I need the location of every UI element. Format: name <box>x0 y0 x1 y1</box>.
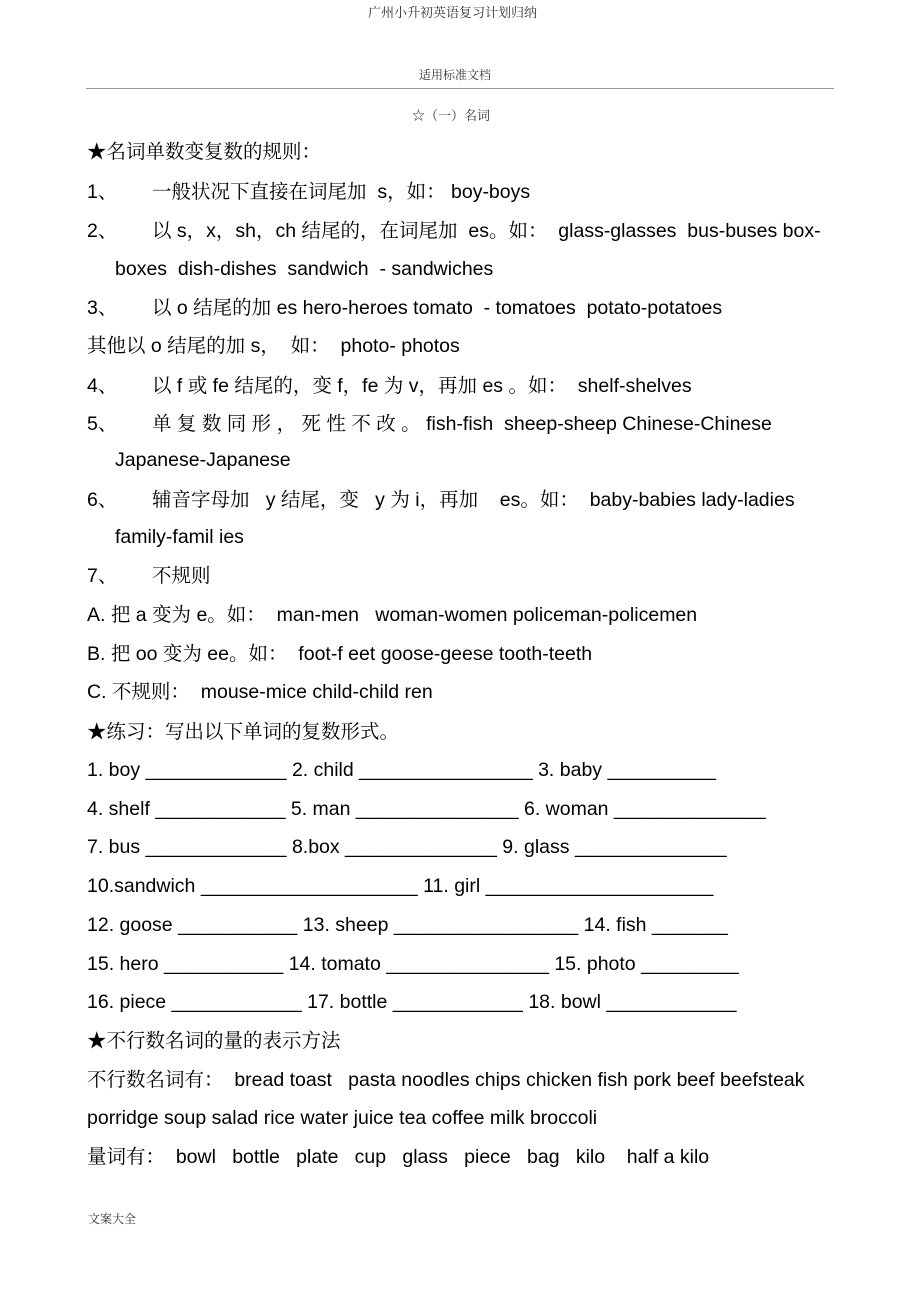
rule-number: 2、 <box>87 220 118 242</box>
measure-words: 量词有： bowl bottle plate cup glass piece bag kilo half a kilo <box>87 1146 710 1168</box>
rule-3-note: 其他以 o 结尾的加 s， 如： photo- photos <box>87 335 460 357</box>
rule-number: 5、 <box>87 413 118 435</box>
exercise-line: 15. hero ___________ 14. tomato _______________ 15. photo _________ <box>87 953 739 975</box>
rule-number: 1、 <box>87 181 118 203</box>
irregular-a: A. 把 a 变为 e。如： man-men woman-women policeman-policemen <box>87 604 698 626</box>
uncountable-nouns: 不行数名词有： bread toast pasta noodles chips chicken fish pork beef beefsteak <box>87 1069 805 1091</box>
rule-6-continued: family-famil ies <box>115 526 244 548</box>
document-title: 广州小升初英语复习计划归纳 <box>368 6 538 21</box>
exercise-line: 10.sandwich ____________________ 11. girl _____________________ <box>87 875 714 897</box>
rule-number: 6、 <box>87 489 118 511</box>
uncountable-nouns-continued: porridge soup salad rice water juice tea coffee milk broccoli <box>87 1107 598 1129</box>
header-divider <box>86 88 834 89</box>
rule-text: 以 o 结尾的加 es hero-heroes tomato - tomatoes potato-potatoes <box>152 297 723 319</box>
rule-4 <box>87 374 692 398</box>
exercise-line: 4. shelf ____________ 5. man _______________ 6. woman ______________ <box>87 798 766 820</box>
rule-number: 7、 <box>87 565 118 587</box>
rules-heading: ★名词单数变复数的规则： <box>87 141 322 163</box>
rule-5-continued: Japanese-Japanese <box>115 449 291 471</box>
exercise-line: 7. bus _____________ 8.box ______________ 9. glass ______________ <box>87 836 727 858</box>
rule-6 <box>87 488 795 512</box>
rule-number: 4、 <box>87 375 118 397</box>
rule-2-continued: boxes dish-dishes sandwich - sandwiches <box>115 258 494 280</box>
uncountable-heading: ★不行数名词的量的表示方法 <box>87 1030 341 1052</box>
exercise-line: 16. piece ____________ 17. bottle ____________ 18. bowl ____________ <box>87 991 737 1013</box>
exercise-line: 12. goose ___________ 13. sheep _________________ 14. fish _______ <box>87 914 728 936</box>
rule-text: 单 复 数 同 形 ， 死 性 不 改 。 fish-fish sheep-sheep Chinese-Chinese <box>152 413 772 435</box>
irregular-b: B. 把 oo 变为 ee。如： foot-f eet goose-geese tooth-teeth <box>87 643 593 665</box>
rule-text: 以 s，x，sh，ch 结尾的，在词尾加 es。如： glass-glasses bus-buses box- <box>152 220 821 242</box>
document-subtitle: 适用标准文档 <box>419 68 492 82</box>
rule-text: 以 f 或 fe 结尾的，变 f，fe 为 v，再加 es 。如： shelf-shelves <box>152 375 692 397</box>
rule-text: 辅音字母加 y 结尾，变 y 为 i，再加 es。如： baby-babies lady-ladies <box>152 489 795 511</box>
section-title: ☆（一）名词 <box>412 109 491 124</box>
rule-2 <box>87 219 821 243</box>
rule-7 <box>87 564 211 588</box>
footer-text: 文案大全 <box>88 1212 137 1226</box>
exercise-line: 1. boy _____________ 2. child ________________ 3. baby __________ <box>87 759 716 781</box>
rule-number: 3、 <box>87 297 118 319</box>
rule-3 <box>87 296 722 320</box>
irregular-c: C. 不规则： mouse-mice child-child ren <box>87 681 433 703</box>
exercise-heading: ★练习：写出以下单词的复数形式。 <box>87 721 400 743</box>
rule-1 <box>87 180 530 204</box>
rule-text: 不规则 <box>152 565 211 587</box>
rule-5 <box>87 412 772 436</box>
rule-text: 一般状况下直接在词尾加 s，如： boy-boys <box>152 181 531 203</box>
